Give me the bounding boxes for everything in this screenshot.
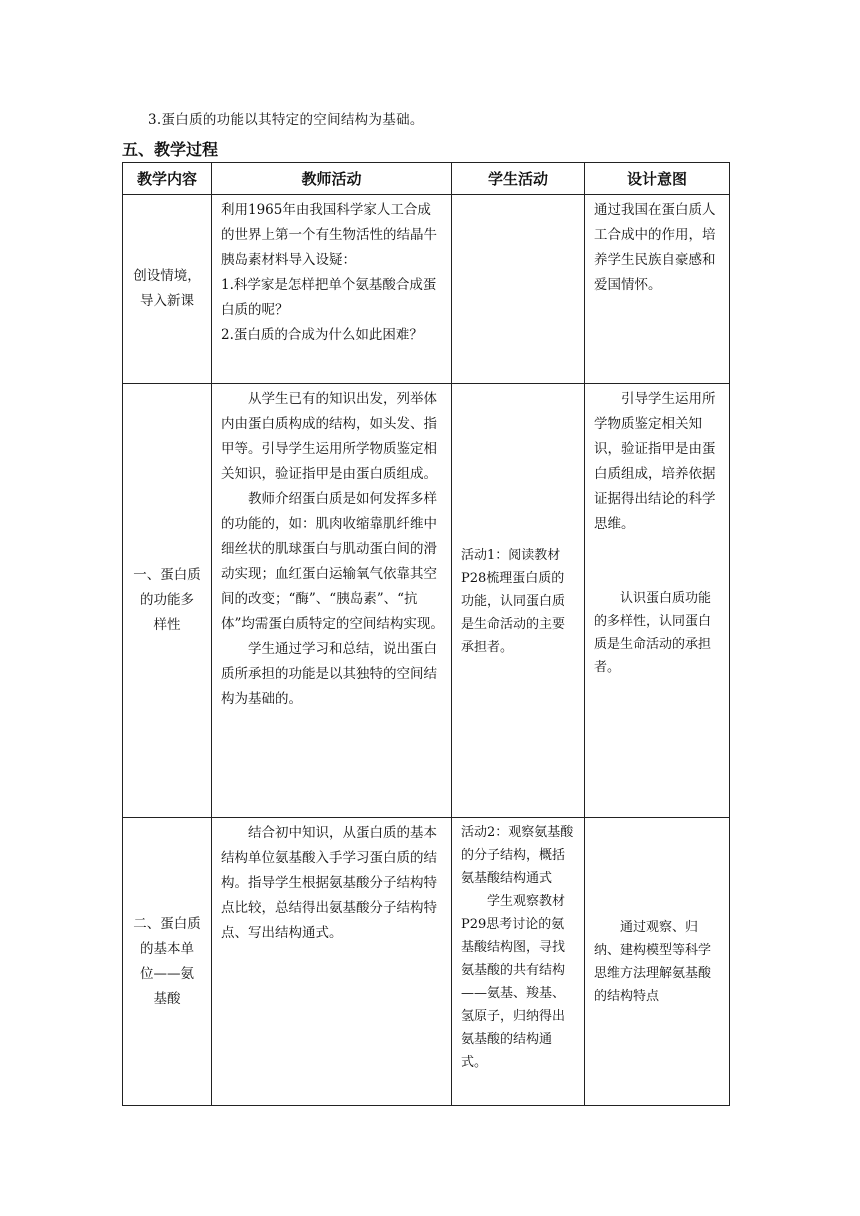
student-paragraph: 活动2：观察氨基酸的分子结构，概括氨基酸结构通式	[461, 825, 574, 886]
header-teacher: 教师活动	[212, 163, 452, 195]
teacher-paragraph: 结合初中知识，从蛋白质的基本结构单位氨基酸入手学习蛋白质的结构。指导学生根据氨基酸分子结构特点比较，总结得出氨基酸分子结构特点、写出结构通式。	[221, 825, 437, 941]
content-line: 导入新课	[140, 293, 194, 309]
intent-paragraph: 认识蛋白质功能的多样性，认同蛋白质是生命活动的承担者。	[594, 591, 712, 675]
intro-line: 3.蛋白质的功能以其特定的空间结构为基础。	[148, 112, 424, 128]
content-line: 一、蛋白质	[133, 567, 201, 583]
row-content	[123, 384, 212, 818]
row-teacher	[212, 384, 452, 818]
header-intent: 设计意图	[585, 163, 730, 195]
table-row	[123, 818, 730, 1106]
row-student	[452, 818, 585, 1106]
content-line: 的功能多	[140, 592, 194, 608]
teacher-paragraph: 2.蛋白质的合成为什么如此困难？	[221, 327, 423, 343]
student-paragraph: 学生观察教材P29思考讨论的氨基酸结构图，寻找氨基酸的共有结构——氨基、羧基、氢原子，归纳得出氨基酸的结构通式。	[461, 894, 566, 1070]
content-line: 样性	[153, 617, 181, 633]
teacher-paragraph: 1.科学家是怎样把单个氨基酸合成蛋白质的呢？	[221, 277, 437, 318]
teacher-paragraph: 学生通过学习和总结，说出蛋白质所承担的功能是以其独特的空间结构为基础的。	[221, 641, 437, 707]
row-teacher	[212, 195, 452, 384]
student-paragraph: 活动1：阅读教材P28梳理蛋白质的功能，认同蛋白质是生命活动的主要承担者。	[461, 547, 566, 655]
teacher-paragraph: 从学生已有的知识出发，列举体内由蛋白质构成的结构，如头发、指甲等。引导学生运用所学物质鉴定相关知识，验证指甲是由蛋白质组成。	[221, 391, 437, 482]
content-line: 二、蛋白质	[133, 915, 201, 932]
teacher-paragraph: 教师介绍蛋白质是如何发挥多样的功能的，如：肌肉收缩靠肌纤维中细丝状的肌球蛋白与肌动蛋白间的滑动实现；血红蛋白运输氧气依靠其空间的改变；“酶”、“胰岛素”、“抗体”均需蛋白质特定的空间结构实现。	[221, 491, 444, 632]
intent-paragraph: 通过观察、归纳、建构模型等科学思维方法理解氨基酸的结构特点	[594, 920, 712, 1004]
row-intent	[585, 818, 730, 1106]
intent-paragraph: 通过我国在蛋白质人工合成中的作用，培养学生民族自豪感和爱国情怀。	[594, 202, 716, 293]
row-student	[452, 195, 585, 384]
section-heading: 五、教学过程	[122, 140, 219, 159]
header-student: 学生活动	[452, 163, 585, 195]
content-line: 位——氨	[140, 965, 194, 982]
row-content	[123, 818, 212, 1106]
table-row	[123, 195, 730, 384]
row-teacher	[212, 818, 452, 1106]
header-content: 教学内容	[123, 163, 212, 195]
content-line: 基酸	[153, 990, 181, 1007]
teaching-process-table	[122, 162, 730, 1106]
row-intent	[585, 195, 730, 384]
content-line: 的基本单	[140, 940, 194, 957]
row-intent	[585, 384, 730, 818]
content-line: 创设情境，	[133, 268, 201, 284]
table-row	[123, 384, 730, 818]
intent-paragraph: 引导学生运用所学物质鉴定相关知识，验证指甲是由蛋白质组成，培养依据证据得出结论的科学思维。	[594, 391, 716, 532]
row-content	[123, 195, 212, 384]
row-student	[452, 384, 585, 818]
table-header-row	[123, 163, 730, 195]
teacher-paragraph: 利用1965年由我国科学家人工合成的世界上第一个有生物活性的结晶牛胰岛素材料导入设疑：	[221, 202, 437, 268]
